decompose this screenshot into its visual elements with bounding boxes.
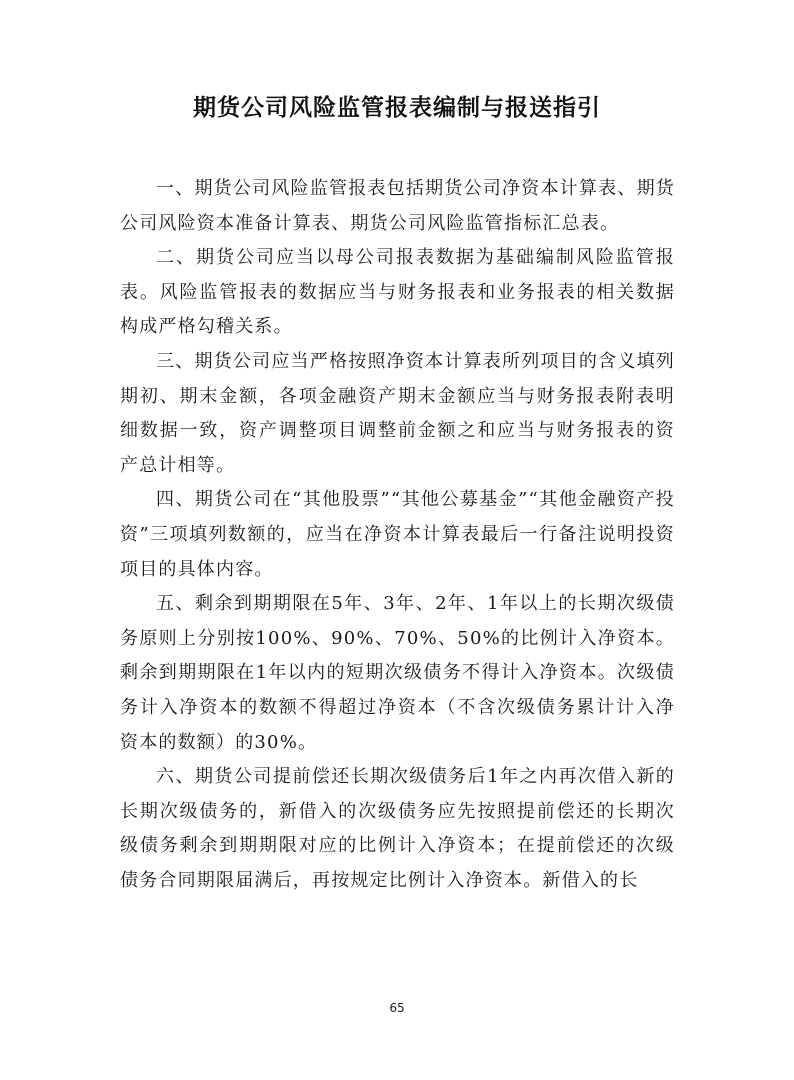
document-body — [120, 172, 675, 898]
paragraph-6: 六、期货公司提前偿还长期次级债务后1年之内再次借入新的长期次级债务的，新借入的次级债务应先按照提前偿还的长期次级债务剩余到期期限对应的比例计入净资本；在提前偿还的次级债务合同期限届满后，再按规定比例计入净资本。新借入的长 — [120, 766, 675, 891]
document-title: 期货公司风险监管报表编制与报送指引 — [193, 95, 601, 121]
paragraph-2: 二、期货公司应当以母公司报表数据为基础编制风险监管报表。风险监管报表的数据应当与财务报表和业务报表的相关数据构成严格勾稽关系。 — [120, 247, 675, 338]
paragraph-5: 五、剩余到期期限在5年、3年、2年、1年以上的长期次级债务原则上分别按100%、90%、70%、50%的比例计入净资本。剩余到期期限在1年以内的短期次级债务不得计入净资本。次级债务计入净资本的数额不得超过净资本（不含次级债务累计计入净资本的数额）的30%。 — [120, 593, 675, 753]
paragraph-4: 四、期货公司在“其他股票”“其他公募基金”“其他金融资产投资”三项填列数额的，应当在净资本计算表最后一行备注说明投资项目的具体内容。 — [120, 489, 675, 580]
paragraph-3: 三、期货公司应当严格按照净资本计算表所列项目的含义填列期初、期末金额，各项金融资产期末金额应当与财务报表附表明细数据一致，资产调整项目调整前金额之和应当与财务报表的资产总计相等。 — [120, 350, 675, 476]
page-number: 65 — [389, 1001, 405, 1015]
paragraph-1: 一、期货公司风险监管报表包括期货公司净资本计算表、期货公司风险资本准备计算表、期货公司风险监管指标汇总表。 — [120, 178, 675, 234]
